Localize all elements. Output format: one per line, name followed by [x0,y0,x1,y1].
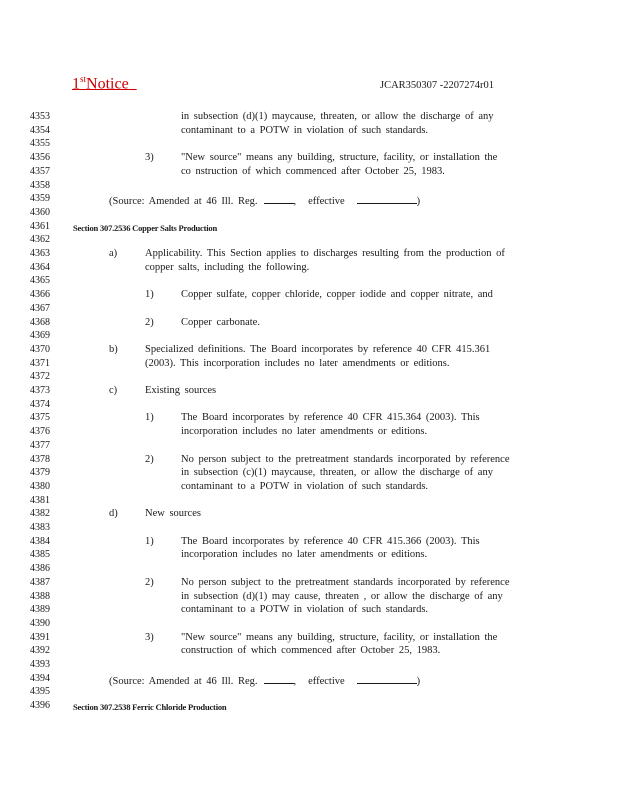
body-text-line: incorporation includes no later amendments or editions. [181,426,428,438]
line-number: 4369 [30,330,50,342]
line-number: 4366 [30,289,50,301]
line-number: 4363 [30,248,50,259]
body-text-line: co nstruction of which commenced after October 25, 1983. [181,165,445,177]
line-number: 4380 [30,480,50,492]
line-number: 4356 [30,152,50,164]
list-marker: d) [109,508,118,520]
line-number: 4374 [30,398,50,410]
line-number: 4362 [30,234,50,246]
line-number: 4372 [30,371,50,383]
document-code: JCAR350307 -2207274r01 [380,80,495,91]
comma: , [293,196,297,208]
body-text-line: The Board incorporates by reference 40 CFR 415.366 (2003). This [181,535,480,547]
source-label: (Source: Amended at 46 Ill. Reg. [109,675,258,687]
body-text-line: The Board incorporates by reference 40 CFR 415.364 (2003). This [181,412,480,424]
list-marker: 3) [145,152,154,164]
line-number: 4394 [30,672,50,684]
body-text-line: "New source" means any building, structure, facility, or installation the [181,631,498,643]
line-number: 4358 [30,179,50,191]
source-note [109,673,420,688]
body-text-line: Specialized definitions. The Board incorporates by reference 40 CFR 415.361 [145,343,491,355]
body-text-line: construction of which commenced after October 25, 1983. [181,645,441,657]
notice-heading [72,74,137,93]
line-number: 4373 [30,385,50,396]
list-marker: 2) [145,453,154,465]
body-text-line: Existing sources [145,385,217,396]
source-note [109,193,420,208]
line-number: 4384 [30,535,50,547]
line-number: 4383 [30,522,50,533]
body-text-line: in subsection (c)(1) maycause, threaten, or allow the discharge of any [181,467,493,479]
list-marker: c) [109,385,118,396]
body-text-line: New sources [145,508,201,520]
close-paren: ) [416,675,421,687]
close-paren: ) [416,196,421,208]
line-number: 4353 [30,111,50,122]
list-marker: a) [109,248,118,259]
line-number: 4386 [30,563,50,575]
line-number: 4382 [30,508,50,520]
line-number: 4368 [30,316,50,328]
list-marker: 3) [145,631,154,643]
line-number: 4370 [30,343,50,355]
list-marker: 2) [145,576,154,588]
line-number: 4375 [30,412,50,424]
body-text-line: contaminant to a POTW in violation of such standards. [181,604,429,616]
body-text-line: Applicability. This Section applies to discharges resulting from the production of [145,248,505,259]
effective-date-blank [357,673,417,684]
line-number: 4396 [30,700,50,712]
effective-date-blank [357,193,417,204]
line-number: 4365 [30,275,50,287]
line-number: 4385 [30,549,50,561]
line-number: 4377 [30,439,50,451]
line-number: 4357 [30,165,50,177]
line-number: 4391 [30,631,50,643]
line-number: 4390 [30,617,50,629]
body-text-line: copper salts, including the following. [145,261,310,273]
body-text-line: contaminant to a POTW in violation of such standards. [181,124,429,136]
effective-label: effective [308,196,345,208]
section-heading: Section 307.2536 Copper Salts Production [73,222,217,233]
line-number: 4367 [30,302,50,314]
line-number: 4392 [30,645,50,657]
body-text-line: in subsection (d)(1) may cause, threaten , or allow the discharge of any [181,590,503,602]
notice-word: Notice [86,75,129,93]
section-heading: Section 307.2538 Ferric Chloride Production [73,702,227,713]
list-marker: 1) [145,289,154,301]
list-marker: 1) [145,412,154,424]
source-label: (Source: Amended at 46 Ill. Reg. [109,196,258,208]
notice-ordinal-suffix: st [80,74,87,84]
line-number: 4361 [30,220,50,232]
line-number: 4389 [30,604,50,616]
reg-page-blank [264,673,294,684]
line-number: 4355 [30,138,50,150]
line-number: 4359 [30,193,50,205]
reg-page-blank [264,193,294,204]
body-text-line: contaminant to a POTW in violation of such standards. [181,480,429,492]
line-number: 4381 [30,494,50,506]
line-number: 4379 [30,467,50,479]
line-number: 4395 [30,686,50,698]
body-text-line: No person subject to the pretreatment standards incorporated by reference [181,576,510,588]
line-number: 4354 [30,124,50,136]
line-number: 4387 [30,576,50,588]
line-number: 4393 [30,659,50,670]
body-text-line: incorporation includes no later amendments or editions. [181,549,428,561]
body-text-line: "New source" means any building, structure, facility, or installation the [181,152,498,164]
body-text-line: No person subject to the pretreatment standards incorporated by reference [181,453,510,465]
body-text-line: (2003). This incorporation includes no later amendments or editions. [145,357,450,369]
line-number: 4364 [30,261,50,273]
line-number: 4360 [30,206,50,218]
list-marker: 2) [145,316,154,328]
line-number: 4378 [30,453,50,465]
line-number: 4388 [30,590,50,602]
list-marker: b) [109,343,118,355]
notice-number: 1 [72,75,80,93]
line-number: 4376 [30,426,50,438]
body-text-line: in subsection (d)(1) maycause, threaten, or allow the discharge of any [181,111,494,122]
line-number: 4371 [30,357,50,369]
body-text-line: Copper carbonate. [181,316,260,328]
comma: , [293,675,297,687]
effective-label: effective [308,675,345,687]
body-text-line: Copper sulfate, copper chloride, copper iodide and copper nitrate, and [181,289,493,301]
list-marker: 1) [145,535,154,547]
